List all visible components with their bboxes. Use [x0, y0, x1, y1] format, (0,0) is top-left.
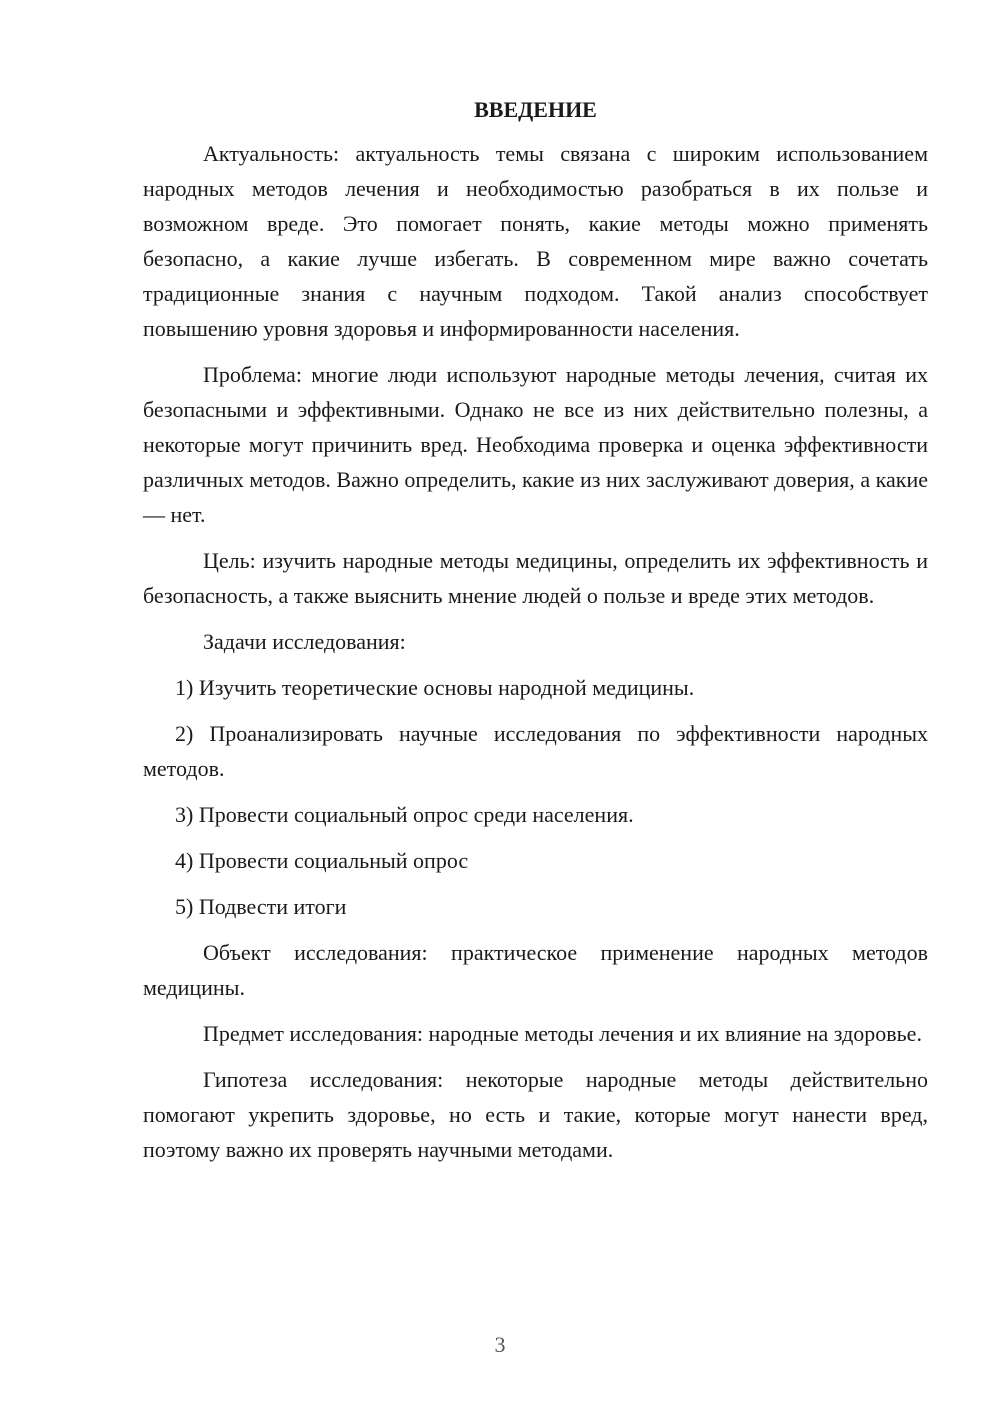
paragraph-problem: Проблема: многие люди используют народные методы лечения, считая их безопасными и эффективными. Однако не все из них действительно полезны, а некоторые могут причинить вред. Необходима проверка и оценка эффективности различных методов. Важно определить, какие из них заслуживают доверия, а какие — нет.	[143, 362, 928, 527]
page-title: ВВЕДЕНИЕ	[474, 97, 597, 122]
paragraph-goal: Цель: изучить народные методы медицины, определить их эффективность и безопасность, а также выяснить мнение людей о пользе и вреде этих методов.	[143, 548, 928, 608]
tasks-list	[143, 670, 928, 924]
task-item-4: 4) Провести социальный опрос	[175, 848, 469, 873]
paragraph-relevance: Актуальность: актуальность темы связана с широким использованием народных методов лечения и необходимостью разобраться в их пользе и возможном вреде. Это помогает понять, какие методы можно применять безопасно, а какие лучше избегать. В современном мире важно сочетать традиционные знания с научным подходом. Такой анализ способствует повышению уровня здоровья и информированности населения.	[143, 141, 928, 341]
paragraph-hypothesis: Гипотеза исследования: некоторые народные методы действительно помогают укрепить здоровье, но есть и такие, которые могут нанести вред, поэтому важно их проверять научными методами.	[143, 1067, 928, 1162]
task-item-3: 3) Провести социальный опрос среди населения.	[175, 802, 634, 827]
page-number: 3	[494, 1332, 506, 1357]
paragraph-subject: Предмет исследования: народные методы лечения и их влияние на здоровье.	[203, 1021, 922, 1046]
task-item-2: 2) Проанализировать научные исследования по эффективности народных методов.	[143, 721, 928, 781]
paragraph-object: Объект исследования: практическое применение народных методов медицины.	[143, 940, 928, 1000]
document-page	[143, 92, 928, 1178]
task-item-5: 5) Подвести итоги	[175, 894, 347, 919]
tasks-heading: Задачи исследования:	[203, 629, 406, 654]
task-item-1: 1) Изучить теоретические основы народной медицины.	[175, 675, 695, 700]
